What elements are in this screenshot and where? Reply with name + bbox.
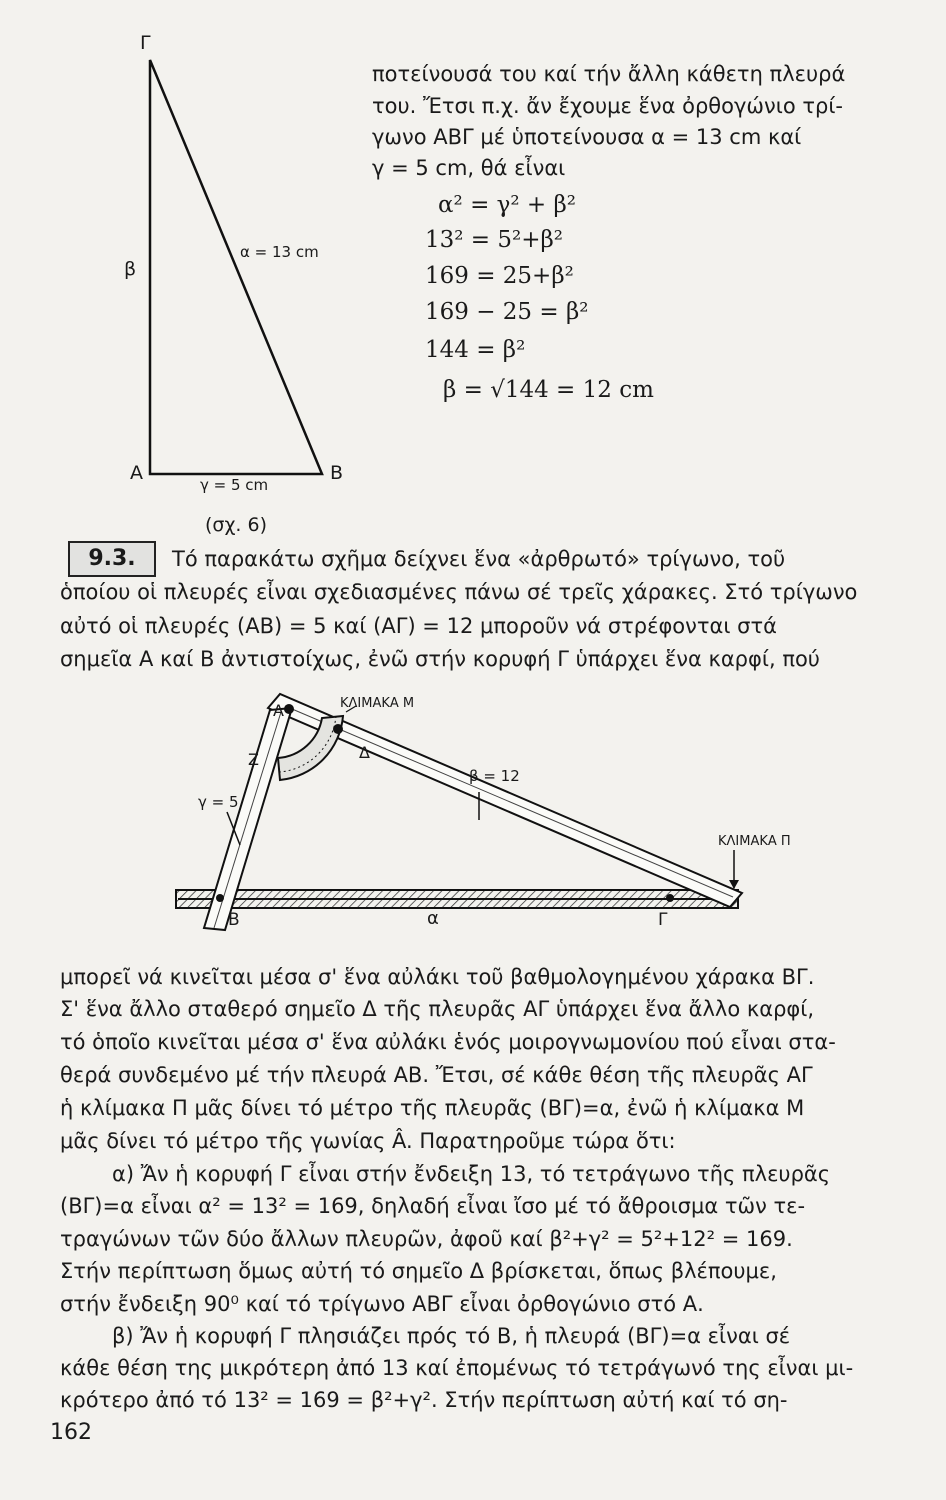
equation: 144 = β² xyxy=(425,337,526,363)
base-label: γ = 5 cm xyxy=(200,476,269,494)
equation: 169 − 25 = β² xyxy=(425,299,589,325)
body-line: Σ' ἕνα ἄλλο σταθερό σημεῖο Δ τῆς πλευρᾶς ΑΓ ὑπάρχει ἕνα ἄλλο καρφί, xyxy=(60,997,815,1021)
side-alpha-label: α xyxy=(427,908,439,929)
body-line: (ΒΓ)=α εἶναι α² = 13² = 169, δηλαδή εἶναι ἴσο μέ τό ἄθροισμα τῶν τε- xyxy=(60,1194,806,1218)
vertex-gamma-label: Γ xyxy=(140,32,151,54)
ruler-ag-centerline xyxy=(285,706,733,897)
scale-p-label: ΚΛΙΜΑΚΑ Π xyxy=(718,834,791,849)
body-line: τραγώνων τῶν δύο ἄλλων πλευρῶν, ἀφοῦ καί β²+γ² = 5²+12² = 169. xyxy=(60,1227,793,1251)
section-number-box: 9.3. xyxy=(68,541,156,577)
body-line: ἡ κλίμακα Π μᾶς δίνει τό μέτρο τῆς πλευρᾶς (ΒΓ)=α, ἐνῶ ἡ κλίμακα Μ xyxy=(60,1096,805,1120)
equation: β = √144 = 12 cm xyxy=(443,377,654,403)
vertex-a-label: A xyxy=(130,462,143,484)
point-z-label: Z xyxy=(248,750,259,769)
side-beta-label: β = 12 xyxy=(469,767,520,785)
body-line: α) Ἄν ἡ κορυφή Γ εἶναι στήν ἔνδειξη 13, τό τετράγωνο τῆς πλευρᾶς xyxy=(112,1162,831,1186)
body-line: θερά συνδεμένο μέ τήν πλευρά ΑΒ. Ἔτσι, σέ κάθε θέση τῆς πλευρᾶς ΑΓ xyxy=(60,1063,813,1087)
hinge-a-label: A xyxy=(273,701,284,720)
body-line: β) Ἄν ἡ κορυφή Γ πλησιάζει πρός τό Β, ἡ πλευρά (ΒΓ)=α εἶναι σέ xyxy=(112,1324,791,1348)
hinge-b-label: B xyxy=(228,910,240,930)
intro-line: ποτείνουσά του καί τήν ἄλλη κάθετη πλευρά xyxy=(372,62,846,86)
equation: 169 = 25+β² xyxy=(425,263,574,289)
vertex-gamma-label: Γ xyxy=(658,910,668,930)
pin-delta xyxy=(333,724,343,734)
intro-line: γ = 5 cm, θά εἶναι xyxy=(372,156,566,180)
page-number: 162 xyxy=(50,1420,92,1445)
pin-g xyxy=(666,894,674,902)
equation: 13² = 5²+β² xyxy=(425,227,564,253)
point-delta-label: Δ xyxy=(359,743,370,762)
side-gamma-label: γ = 5 xyxy=(198,793,239,811)
body-line: Στήν περίπτωση ὅμως αὐτή τό σημεῖο Δ βρίσκεται, ὅπως βλέπουμε, xyxy=(60,1259,777,1283)
side-beta-label: β xyxy=(124,258,137,280)
intro-line: του. Ἔτσι π.χ. ἄν ἔχουμε ἕνα ὀρθογώνιο τρί- xyxy=(372,94,844,118)
body-line: τό ὁποῖο κινεῖται μέσα σ' ἕνα αὐλάκι ἑνός μοιρογνωμονίου πού εἶναι στα- xyxy=(60,1030,836,1054)
intro-line: γωνο ΑΒΓ μέ ὑποτείνουσα α = 13 cm καί xyxy=(372,125,802,149)
vertex-b-label: B xyxy=(330,462,344,484)
body-line: στήν ἔνδειξη 90⁰ καί τό τρίγωνο ΑΒΓ εἶναι ὀρθογώνιο στό Α. xyxy=(60,1292,704,1316)
section-line: σημεῖα Α καί Β ἀντιστοίχως, ἐνῶ στήν κορυφή Γ ὑπάρχει ἕνα καρφί, πού xyxy=(60,647,820,671)
section-line: ὁποίου οἱ πλευρές εἶναι σχεδιασμένες πάνω σέ τρεῖς χάρακες. Στό τρίγωνο xyxy=(60,580,858,604)
section-line: αὐτό οἱ πλευρές (ΑΒ) = 5 καί (ΑΓ) = 12 μποροῦν νά στρέφονται στά xyxy=(60,614,777,638)
pin-b xyxy=(216,894,224,902)
body-line: κρότερο ἀπό τό 13² = 169 = β²+γ². Στήν περίπτωση αὐτή καί τό ση- xyxy=(60,1388,788,1412)
equation: α² = γ² + β² xyxy=(438,192,577,218)
pin-a xyxy=(284,704,294,714)
body-line: κάθε θέση της μικρότερη ἀπό 13 καί ἐπομένως τό τετράγωνό της εἶναι μι- xyxy=(60,1356,854,1380)
body-line: μᾶς δίνει τό μέτρο τῆς γωνίας Â. Παρατηροῦμε τώρα ὅτι: xyxy=(60,1129,676,1153)
body-line: μπορεῖ νά κινεῖται μέσα σ' ἕνα αὐλάκι τοῦ βαθμολογημένου χάρακα ΒΓ. xyxy=(60,965,815,989)
figure-caption: (σχ. 6) xyxy=(205,514,268,536)
section-first-line: Τό παρακάτω σχῆμα δείχνει ἕνα «ἀρθρωτό» τρίγωνο, τοῦ xyxy=(172,547,786,571)
hypotenuse-label: α = 13 cm xyxy=(240,243,319,261)
scale-m-label: ΚΛΙΜΑΚΑ Μ xyxy=(340,696,415,711)
